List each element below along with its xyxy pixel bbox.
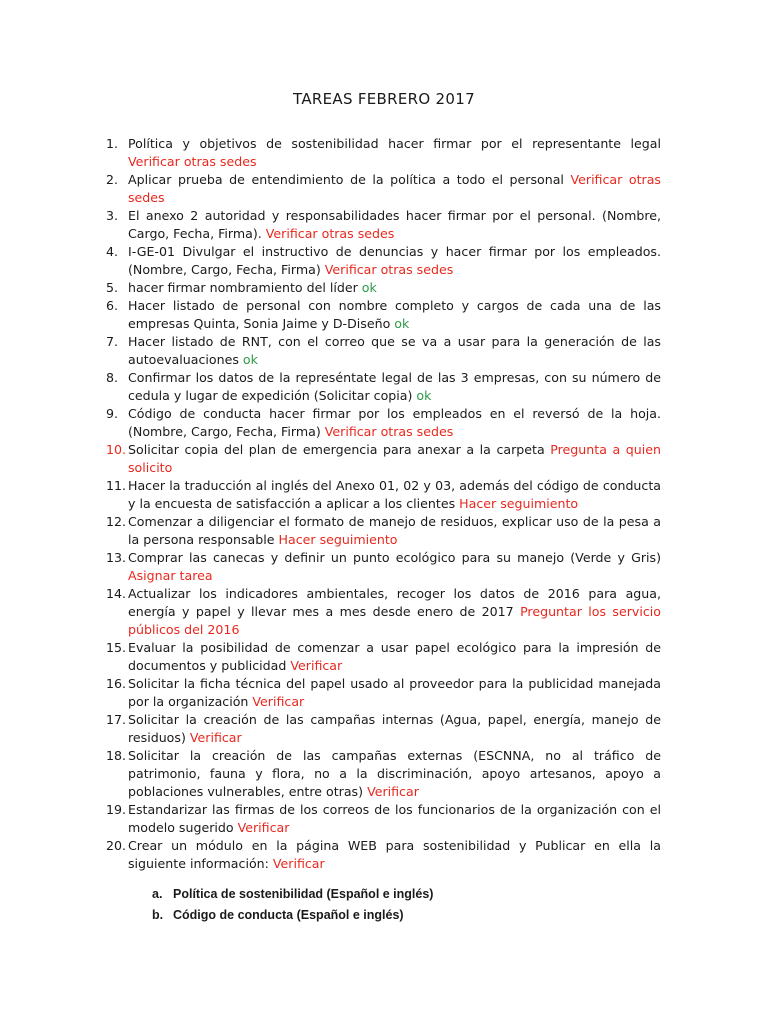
task-item — [98, 801, 661, 837]
task-text: Estandarizar las firmas de los correos de los funcionarios de la organización con el modelo sugerido — [128, 802, 661, 835]
task-text: Comprar las canecas y definir un punto ecológico para su manejo (Verde y Gris) — [128, 550, 661, 565]
task-text: Solicitar la creación de las campañas externas (ESCNNA, no al tráfico de patrimonio, fauna y flora, no a la discriminación, apoyo artesanos, apoyo a poblaciones vulnerables, entre otras) — [128, 748, 661, 799]
task-status: Verificar otras sedes — [324, 424, 454, 439]
task-status: Asignar tarea — [128, 568, 213, 583]
task-status: Verificar — [272, 856, 325, 871]
task-item — [98, 171, 661, 207]
task-status: Verificar — [237, 820, 290, 835]
task-item — [98, 405, 661, 441]
task-item — [98, 441, 661, 477]
task-status: Verificar otras sedes — [265, 226, 395, 241]
task-number: 6. — [106, 298, 119, 313]
task-item — [98, 747, 661, 801]
task-number: 17. — [106, 712, 127, 727]
task-text: Evaluar la posibilidad de comenzar a usar papel ecológico para la impresión de documentos y publicidad — [128, 640, 661, 673]
task-status: Pregunta a quien solicito — [128, 442, 661, 475]
task-text: Hacer listado de personal con nombre completo y cargos de cada una de las empresas Quinta, Sonia Jaime y D-Diseño — [128, 298, 661, 331]
task-number: 2. — [106, 172, 119, 187]
task-text: Comenzar a diligenciar el formato de manejo de residuos, explicar uso de la pesa a la persona responsable — [128, 514, 661, 547]
task-number: 8. — [106, 370, 119, 385]
task-number: 18. — [106, 748, 127, 763]
task-item — [98, 135, 661, 171]
task-text: Confirmar los datos de la represéntate legal de las 3 empresas, con su número de cedula y lugar de expedición (Solicitar copia) — [128, 370, 661, 403]
task-text: Crear un módulo en la página WEB para sostenibilidad y Publicar en ella la siguiente información: — [128, 838, 661, 871]
task-item — [98, 675, 661, 711]
task-item — [98, 477, 661, 513]
subitem — [152, 905, 433, 926]
task-item — [98, 639, 661, 675]
task-status: ok — [416, 388, 432, 403]
task-text: I-GE-01 Divulgar el instructivo de denuncias y hacer firmar por los empleados. (Nombre, Cargo, Fecha, Firma) — [128, 244, 661, 277]
task-status: Hacer seguimiento — [459, 496, 579, 511]
task-item — [98, 369, 661, 405]
task-item — [98, 513, 661, 549]
task-text: Actualizar los indicadores ambientales, recoger los datos de 2016 para agua, energía y papel y llevar mes a mes desde enero de 2017 — [128, 586, 661, 619]
subitem-list — [152, 884, 433, 926]
task-item — [98, 585, 661, 639]
task-number: 20. — [106, 838, 127, 853]
task-number: 5. — [106, 280, 119, 295]
task-status: ok — [242, 352, 258, 367]
subitem-letter: a. — [152, 887, 163, 901]
task-number: 10. — [106, 442, 127, 457]
task-list — [98, 135, 661, 873]
subitem — [152, 884, 433, 905]
task-text: El anexo 2 autoridad y responsabilidades hacer firmar por el personal. (Nombre, Cargo, Fecha, Firma). — [128, 208, 661, 241]
task-number: 15. — [106, 640, 127, 655]
subitem-text: Código de conducta (Español e inglés) — [173, 908, 404, 922]
task-text: Hacer listado de RNT, con el correo que se va a usar para la generación de las autoevaluaciones — [128, 334, 661, 367]
task-text: Aplicar prueba de entendimiento de la política a todo el personal — [128, 172, 564, 187]
task-number: 9. — [106, 406, 119, 421]
task-text: Solicitar la creación de las campañas internas (Agua, papel, energía, manejo de residuos) — [128, 712, 661, 745]
task-status: ok — [361, 280, 377, 295]
task-status: Verificar otras sedes — [324, 262, 454, 277]
task-number: 1. — [106, 136, 119, 151]
task-item — [98, 243, 661, 279]
task-item — [98, 711, 661, 747]
task-text: Hacer la traducción al inglés del Anexo 01, 02 y 03, además del código de conducta y la encuesta de satisfacción a aplicar a los clientes — [128, 478, 661, 511]
task-status: Verificar — [367, 784, 419, 799]
task-item — [98, 279, 661, 297]
task-number: 19. — [106, 802, 127, 817]
task-item — [98, 333, 661, 369]
task-text: hacer firmar nombramiento del líder — [128, 280, 358, 295]
task-item — [98, 837, 661, 873]
task-text: Código de conducta hacer firmar por los empleados en el reversó de la hoja. (Nombre, Cargo, Fecha, Firma) — [128, 406, 661, 439]
task-item — [98, 549, 661, 585]
task-status: Hacer seguimiento — [278, 532, 398, 547]
task-item — [98, 207, 661, 243]
page-title: TAREAS FEBRERO 2017 — [293, 90, 475, 108]
task-text: Solicitar la ficha técnica del papel usado al proveedor para la publicidad manejada por la organización — [128, 676, 661, 709]
task-status: Verificar otras sedes — [128, 172, 661, 205]
task-number: 14. — [106, 586, 127, 601]
task-number: 4. — [106, 244, 119, 259]
subitem-text: Política de sostenibilidad (Español e inglés) — [173, 887, 434, 901]
task-number: 11. — [106, 478, 127, 493]
task-number: 13. — [106, 550, 127, 565]
task-status: Verificar — [252, 694, 305, 709]
task-status: Verificar — [189, 730, 242, 745]
task-number: 3. — [106, 208, 119, 223]
task-item — [98, 297, 661, 333]
subitem-letter: b. — [152, 908, 164, 922]
task-text: Solicitar copia del plan de emergencia para anexar a la carpeta — [128, 442, 545, 457]
task-status: Preguntar los servicio públicos del 2016 — [128, 604, 661, 637]
task-text: Política y objetivos de sostenibilidad hacer firmar por el representante legal — [128, 136, 661, 151]
task-number: 7. — [106, 334, 119, 349]
task-status: Verificar — [290, 658, 343, 673]
task-number: 16. — [106, 676, 127, 691]
task-status: ok — [394, 316, 410, 331]
task-number: 12. — [106, 514, 127, 529]
task-status: Verificar otras sedes — [128, 154, 257, 169]
